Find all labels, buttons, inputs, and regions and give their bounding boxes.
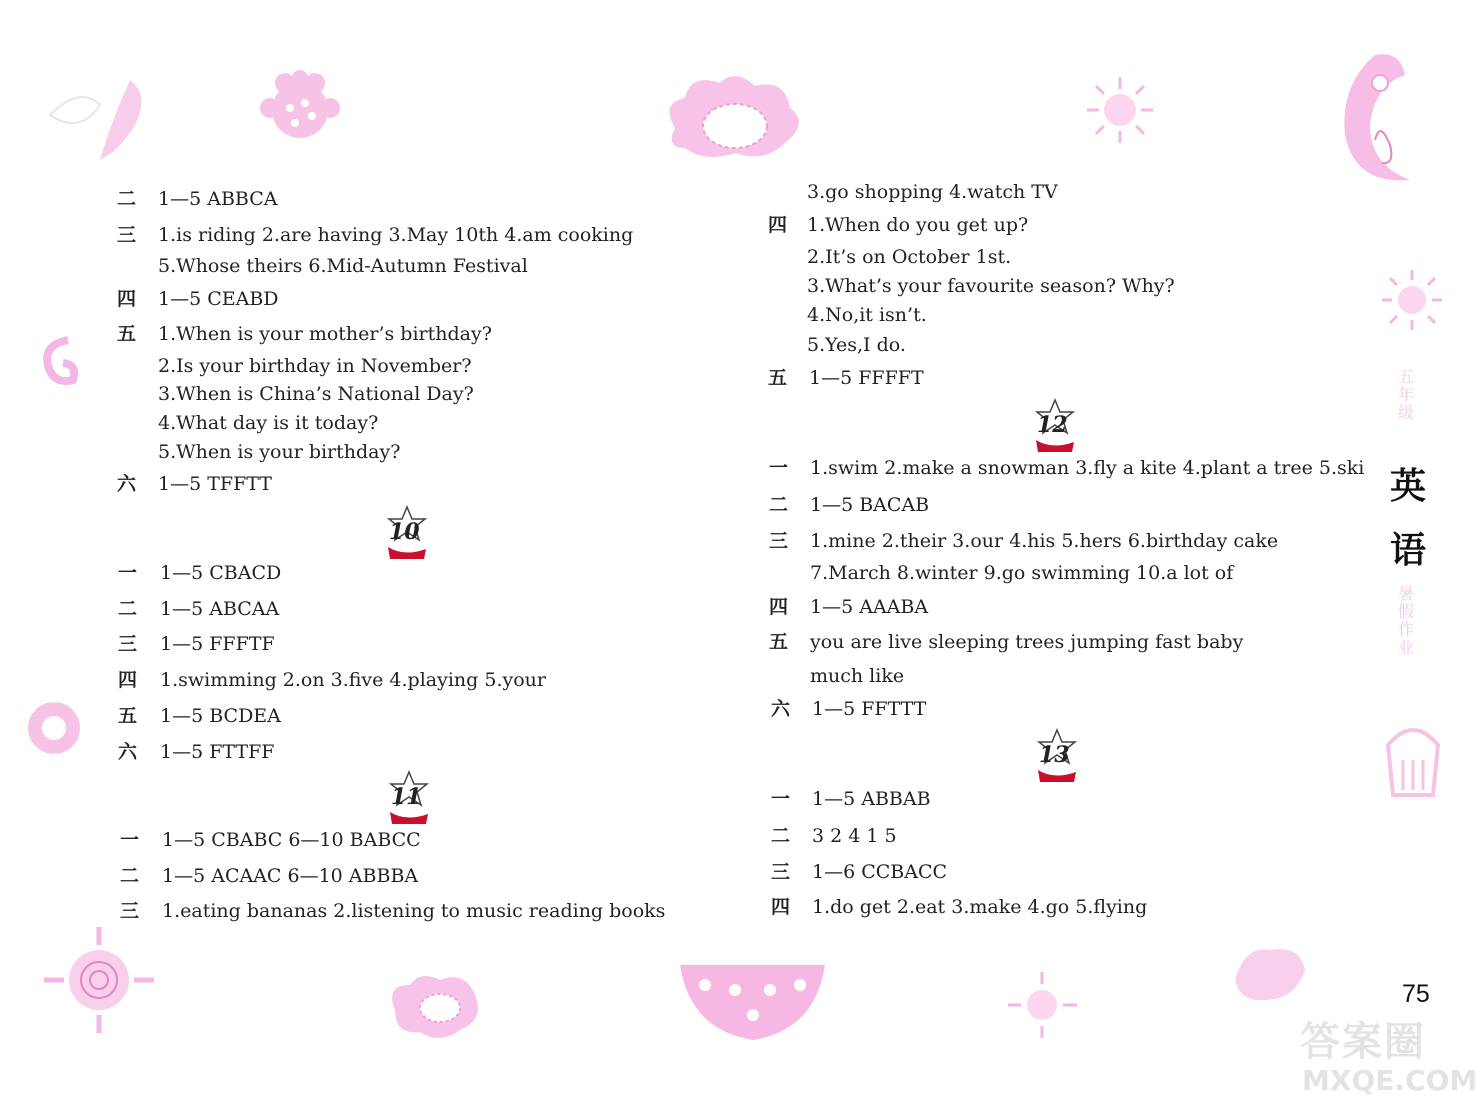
subject-char-1: 英 — [1390, 466, 1427, 507]
answer-line: 7.March 8.winter 9.go swimming 10.a lot of — [810, 562, 1234, 584]
section-number: 四 — [768, 214, 788, 236]
answer-line: 1—5 FFFFT — [809, 367, 924, 389]
answer-line: 1—5 CBABC 6—10 BABCC — [162, 829, 421, 851]
answer-line: 5.Whose theirs 6.Mid-Autumn Festival — [158, 255, 528, 277]
unit-badge-12 — [1032, 398, 1078, 454]
unit-badge-13 — [1034, 728, 1080, 784]
flower-bottom-right-decoration — [1225, 940, 1310, 1010]
unit-number: 11 — [391, 784, 422, 810]
unit-number: 12 — [1037, 412, 1068, 438]
answer-line: 2.Is your birthday in November? — [158, 355, 472, 377]
section-number: 一 — [120, 829, 140, 851]
answer-line: 1—5 BCDEA — [160, 705, 281, 727]
answer-line: 2.It’s on October 1st. — [807, 246, 1012, 268]
answer-line: 1—6 CCBACC — [812, 861, 948, 883]
section-number: 六 — [118, 741, 138, 763]
section-number: 二 — [117, 188, 137, 210]
answer-line: 3.What’s your favourite season? Why? — [807, 275, 1175, 297]
answer-line: 3.When is China’s National Day? — [158, 383, 474, 405]
watermark — [1300, 1010, 1477, 1100]
answer-line: 1—5 ABBCA — [158, 188, 278, 210]
answer-line: 1.eating bananas 2.listening to music reading books — [162, 900, 666, 922]
watermark-url: MXQE.COM — [1302, 1064, 1477, 1097]
section-number: 四 — [118, 669, 138, 691]
unit-number: 13 — [1039, 742, 1070, 768]
page-number: 75 — [1402, 980, 1430, 1008]
answer-line: 1.mine 2.their 3.our 4.his 5.hers 6.birthday cake — [810, 530, 1279, 552]
section-number: 四 — [117, 288, 137, 310]
book-type-label: 暑假作业 — [1398, 584, 1415, 657]
answer-line: 1—5 ABCAA — [160, 598, 280, 620]
answer-line: 4.What day is it today? — [158, 412, 379, 434]
answer-line: 1.When is your mother’s birthday? — [158, 323, 492, 345]
bird-moon-decoration — [1330, 45, 1440, 190]
unit-number: 10 — [389, 519, 420, 545]
answer-line: 3 2 4 1 5 — [812, 825, 897, 847]
section-number: 三 — [769, 530, 789, 552]
section-number: 六 — [117, 473, 137, 495]
answer-line: 1.swim 2.make a snowman 3.fly a kite 4.plant a tree 5.ski — [810, 457, 1365, 479]
section-number: 三 — [771, 861, 791, 883]
answer-line: 1—5 CEABD — [158, 288, 279, 310]
section-number: 五 — [117, 323, 137, 345]
section-number: 三 — [120, 900, 140, 922]
answer-line: 1.is riding 2.are having 3.May 10th 4.am cooking — [158, 224, 634, 246]
subject-char-2: 语 — [1390, 530, 1427, 571]
answer-line: 3.go shopping 4.watch TV — [807, 181, 1058, 203]
section-number: 一 — [771, 788, 791, 810]
unit-badge-11 — [386, 770, 432, 826]
pink-cloud-decoration — [655, 68, 810, 163]
pink-cloud-bottom-decoration — [385, 970, 485, 1045]
half-sun-decoration — [675, 960, 830, 1045]
unit-badge-10 — [384, 505, 430, 561]
sun-bottom-decoration — [1005, 970, 1080, 1040]
grade-label: 五年级 — [1398, 367, 1415, 422]
section-number: 二 — [118, 598, 138, 620]
section-number: 三 — [117, 224, 137, 246]
section-number: 四 — [769, 596, 789, 618]
answer-line: 1—5 AAABA — [810, 596, 929, 618]
answer-line: 1—5 CBACD — [160, 562, 282, 584]
answer-line: you are live sleeping trees jumping fast baby — [810, 631, 1244, 653]
section-number: 二 — [769, 494, 789, 516]
swirl-decoration — [38, 335, 83, 395]
answer-line: 5.Yes,I do. — [807, 334, 906, 356]
section-number: 五 — [118, 705, 138, 727]
spiral-sun-decoration — [42, 925, 157, 1035]
watermark-logo: 答案圈 — [1300, 1019, 1426, 1065]
pink-flower-decoration — [250, 68, 350, 143]
section-number: 三 — [118, 633, 138, 655]
sun-decoration — [1085, 75, 1155, 145]
shell-decoration — [1378, 715, 1448, 800]
section-number: 二 — [120, 865, 140, 887]
answer-line: 5.When is your birthday? — [158, 441, 401, 463]
section-number: 五 — [768, 367, 788, 389]
answer-line: 1—5 TFFTT — [158, 473, 272, 495]
answer-line: much like — [810, 665, 905, 687]
answer-line: 1.swimming 2.on 3.five 4.playing 5.your — [160, 669, 546, 691]
answer-line: 1—5 BACAB — [810, 494, 930, 516]
answer-line: 1—5 FTTFF — [160, 741, 275, 763]
answer-line: 4.No,it isn’t. — [807, 304, 927, 326]
answer-line: 1.When do you get up? — [807, 214, 1029, 236]
section-number: 一 — [118, 562, 138, 584]
answer-line: 1—5 ACAAC 6—10 ABBBA — [162, 865, 419, 887]
section-number: 六 — [771, 698, 791, 720]
section-number: 五 — [769, 631, 789, 653]
answer-line: 1—5 ABBAB — [812, 788, 931, 810]
section-number: 一 — [769, 457, 789, 479]
answer-line: 1—5 FFTTT — [812, 698, 927, 720]
answer-line: 1—5 FFFTF — [160, 633, 275, 655]
section-number: 四 — [771, 896, 791, 918]
answer-line: 1.do get 2.eat 3.make 4.go 5.flying — [812, 896, 1148, 918]
leaf-decoration — [40, 75, 160, 165]
gear-flower-decoration — [22, 680, 87, 775]
section-number: 二 — [771, 825, 791, 847]
sun-small-decoration — [1380, 268, 1445, 333]
